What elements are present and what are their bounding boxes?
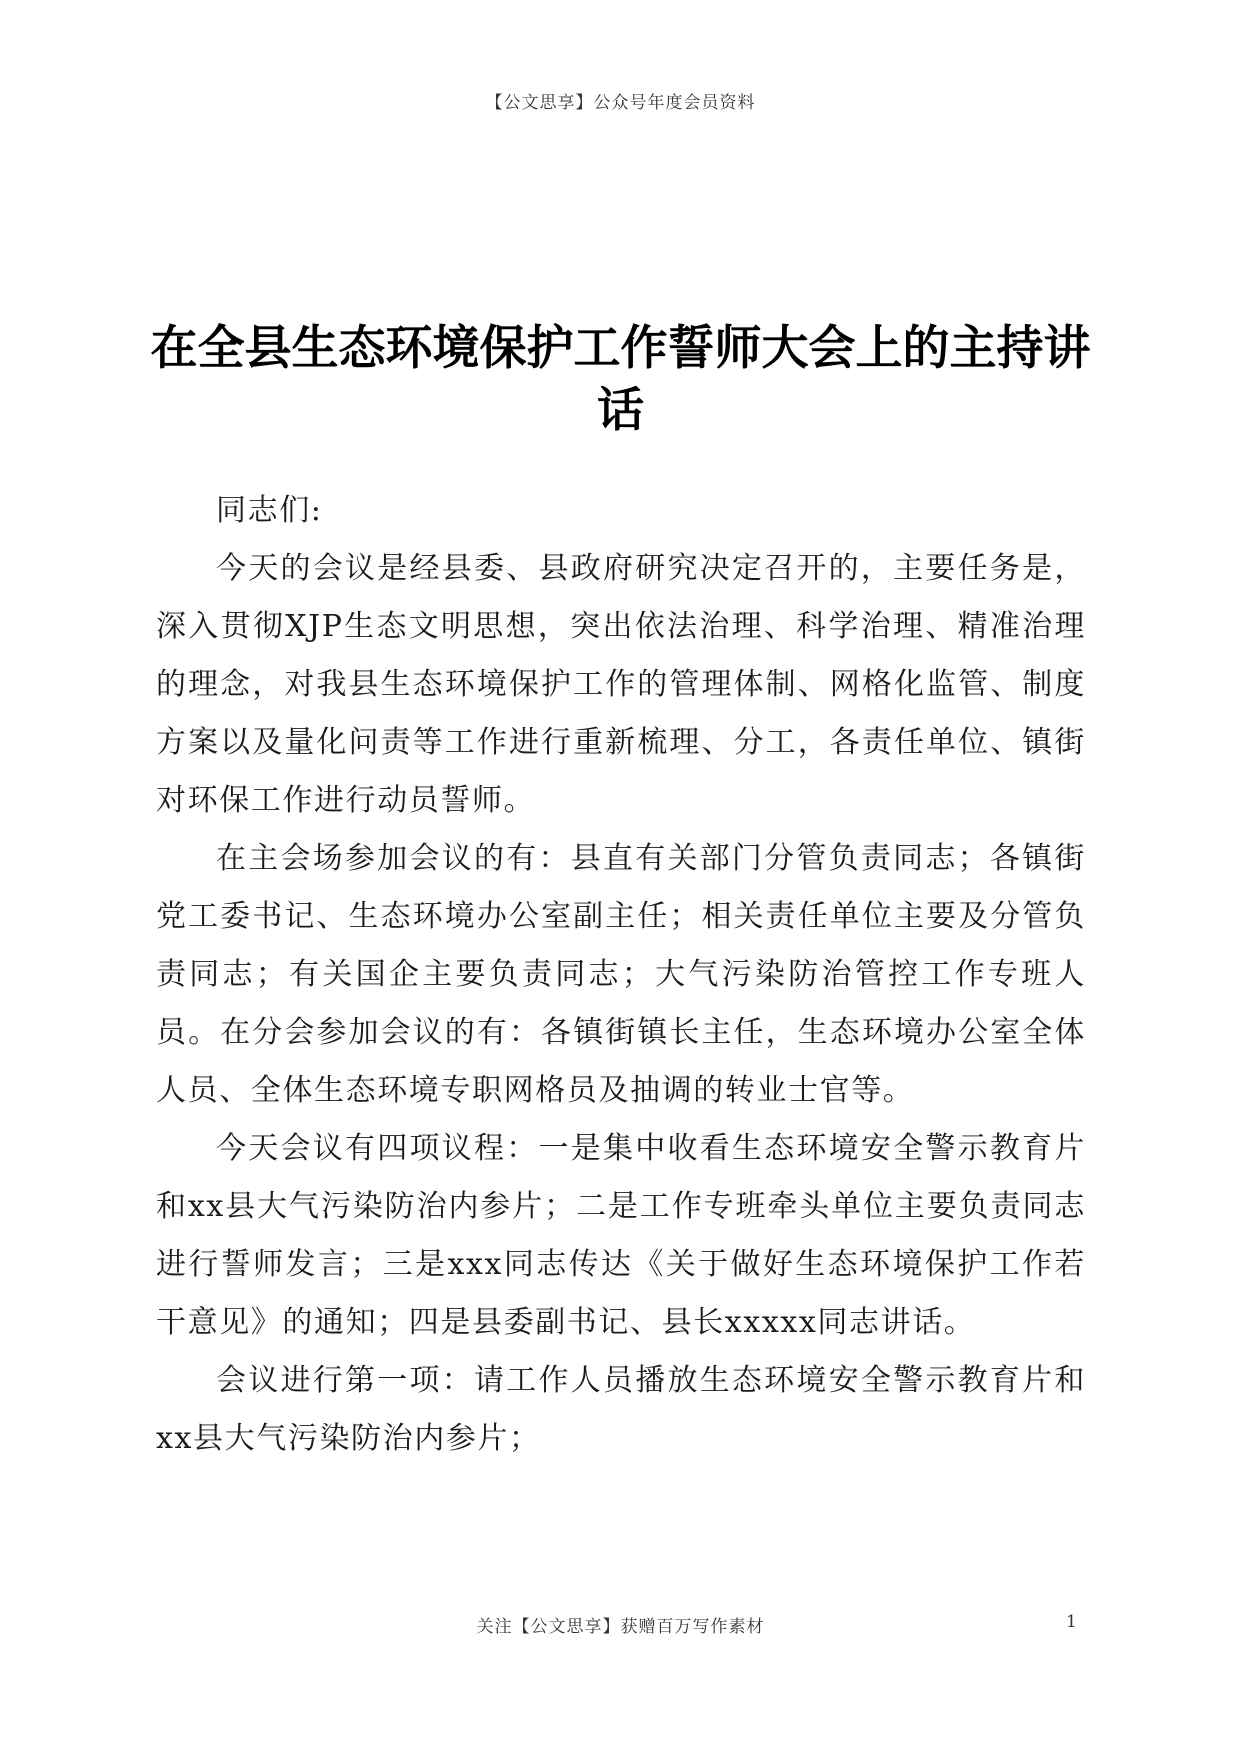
document-title: 在全县生态环境保护工作誓师大会上的主持讲话 bbox=[150, 321, 1091, 438]
page-footer: 关注【公文思享】获赠百万写作素材 bbox=[476, 1617, 765, 1637]
paragraph: 会议进行第一项：请工作人员播放生态环境安全警示教育片和xx县大气污染防治内参片； bbox=[156, 1363, 1086, 1456]
paragraph: 今天的会议是经县委、县政府研究决定召开的，主要任务是，深入贯彻XJP生态文明思想，突出依法治理、科学治理、精准治理的理念，对我县生态环境保护工作的管理体制、网格化监管、制度方案以及量化问责等工作进行重新梳理、分工，各责任单位、镇街对环保工作进行动员誓师。 bbox=[156, 551, 1086, 818]
paragraph: 在主会场参加会议的有：县直有关部门分管负责同志；各镇街党工委书记、生态环境办公室副主任；相关责任单位主要及分管负责同志；有关国企主要负责同志；大气污染防治管控工作专班人员。在分会参加会议的有：各镇街镇长主任，生态环境办公室全体人员、全体生态环境专职网格员及抽调的转业士官等。 bbox=[156, 841, 1086, 1108]
page-number: 1 bbox=[1066, 1612, 1077, 1632]
document-body bbox=[156, 482, 1086, 1468]
paragraph: 今天会议有四项议程：一是集中收看生态环境安全警示教育片和xx县大气污染防治内参片；二是工作专班牵头单位主要负责同志进行誓师发言；三是xxx同志传达《关于做好生态环境保护工作若干意见》的通知；四是县委副书记、县长xxxxx同志讲话。 bbox=[156, 1131, 1086, 1340]
paragraph-salutation: 同志们: bbox=[216, 493, 323, 528]
page-header: 【公文思享】公众号年度会员资料 bbox=[485, 93, 756, 113]
